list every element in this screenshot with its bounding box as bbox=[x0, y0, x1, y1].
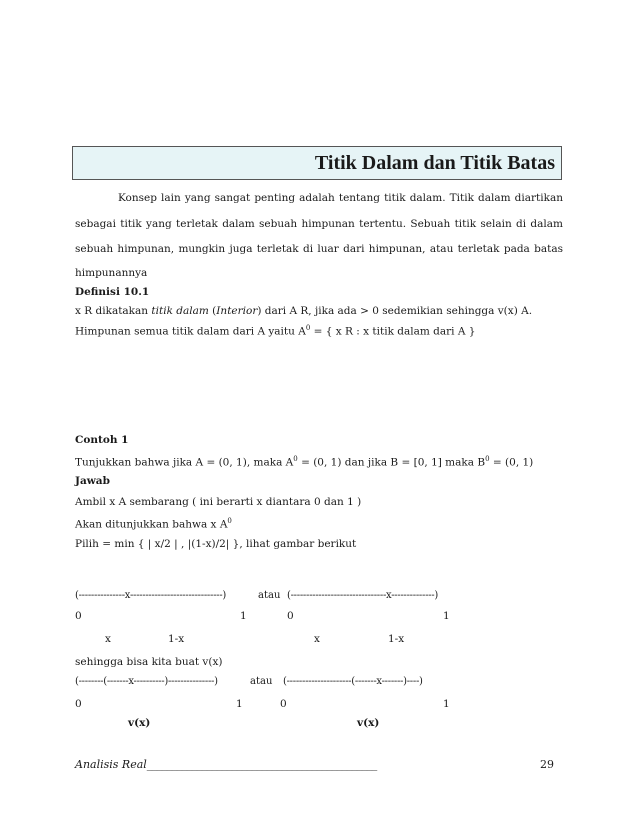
footer-left bbox=[75, 758, 377, 771]
def-text: = { x R : x titik dalam dari A } bbox=[310, 325, 476, 338]
definition-heading: Definisi 10.1 bbox=[75, 286, 150, 298]
diagram-caption: sehingga bisa kita buat v(x) bbox=[75, 656, 223, 668]
or-label: atau bbox=[250, 676, 273, 687]
def-term-english: Interior bbox=[216, 305, 258, 317]
example-question bbox=[75, 455, 563, 469]
page-number: 29 bbox=[540, 758, 554, 771]
neighborhood-label-right: v(x) bbox=[357, 717, 380, 729]
label-0-left: 0 bbox=[75, 610, 82, 622]
interval-left: (---------------x------------------------------) bbox=[75, 590, 226, 601]
answer-heading: Jawab bbox=[75, 475, 110, 487]
label-1-right: 1 bbox=[443, 610, 450, 622]
intro-line-3: sebuah himpunan, mungkin juga terletak di luar dari himpunan, atau terletak pada batas bbox=[75, 243, 563, 255]
label-1-right: 1 bbox=[443, 698, 450, 710]
label-1mx-left: 1-x bbox=[168, 633, 185, 645]
label-x-left: x bbox=[105, 633, 111, 645]
label-0-right: 0 bbox=[287, 610, 294, 622]
title-box bbox=[72, 146, 562, 180]
superscript: 0 bbox=[293, 455, 298, 463]
definition-line-1 bbox=[75, 305, 563, 317]
answer-line-1: Ambil x A sembarang ( ini berarti x diantara 0 dan 1 ) bbox=[75, 496, 362, 508]
footer-rule: ______________________________________________ bbox=[146, 758, 377, 771]
def-term: titik dalam bbox=[151, 305, 209, 317]
def-text: x R dikatakan bbox=[75, 305, 152, 317]
q-text: = (0, 1) dan jika B = [0, 1] maka B bbox=[297, 456, 486, 469]
interval-right: (-------------------------------x--------------) bbox=[287, 590, 438, 601]
label-0-right: 0 bbox=[280, 698, 287, 710]
intro-line-1: Konsep lain yang sangat penting adalah tentang titik dalam. Titik dalam diartikan bbox=[118, 192, 563, 204]
q-text: = (0, 1) bbox=[489, 456, 534, 469]
label-x-right: x bbox=[314, 633, 320, 645]
q-text: Tunjukkan bahwa jika A = (0, 1), maka A bbox=[75, 456, 294, 469]
def-text: Himpunan semua titik dalam dari A yaitu A bbox=[75, 325, 306, 338]
answer-line-2 bbox=[75, 517, 563, 531]
or-label: atau bbox=[258, 590, 281, 601]
label-0-left: 0 bbox=[75, 698, 82, 710]
a-text: Akan ditunjukkan bahwa x A bbox=[75, 518, 228, 531]
example-heading: Contoh 1 bbox=[75, 434, 129, 446]
def-text: ) dari A R, jika ada > 0 sedemikian sehingga v(x) A. bbox=[257, 305, 533, 317]
intro-line-2: sebagai titik yang terletak dalam sebuah himpunan tertentu. Sebuah titik selain di dalam bbox=[75, 218, 563, 230]
label-1-left: 1 bbox=[240, 610, 247, 622]
page-title: Titik Dalam dan Titik Batas bbox=[314, 152, 555, 174]
book-title: Analisis Real bbox=[75, 758, 147, 771]
superscript: 0 bbox=[305, 324, 311, 332]
definition-line-2 bbox=[75, 324, 563, 338]
neighborhood-label-left: v(x) bbox=[128, 717, 151, 729]
neighborhood-right: (---------------------(-------x-------)----) bbox=[283, 676, 423, 687]
def-text: ( bbox=[208, 305, 217, 317]
intro-line-4: himpunannya bbox=[75, 267, 148, 279]
label-1-left: 1 bbox=[236, 698, 243, 710]
neighborhood-left: (--------(-------x----------)---------------) bbox=[75, 676, 218, 687]
superscript: 0 bbox=[485, 455, 490, 463]
label-1mx-right: 1-x bbox=[388, 633, 405, 645]
answer-line-3: Pilih = min { | x/2 | , |(1-x)/2| }, lihat gambar berikut bbox=[75, 538, 357, 550]
superscript: 0 bbox=[227, 517, 232, 525]
